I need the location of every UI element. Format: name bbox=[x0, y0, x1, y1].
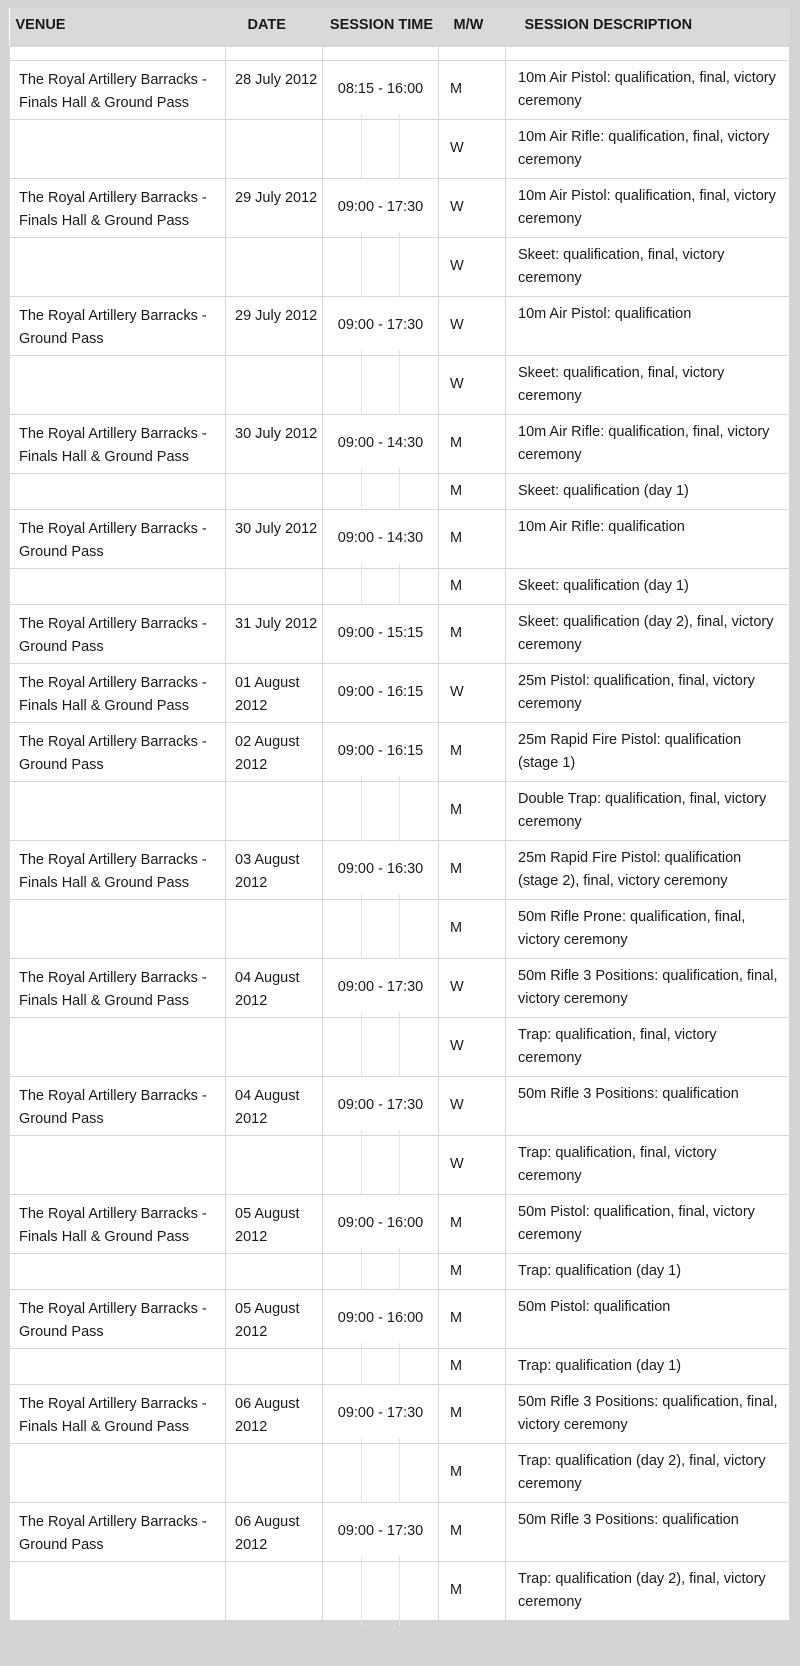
session-description-cell: Skeet: qualification (day 1) bbox=[506, 568, 790, 604]
table-row bbox=[10, 355, 790, 414]
session-time-cell: 09:00 - 16:00 bbox=[323, 1194, 439, 1253]
session-description-cell: Trap: qualification (day 2), final, victory ceremony bbox=[506, 1443, 790, 1502]
session-time-cell: 09:00 - 17:30 bbox=[323, 958, 439, 1017]
session-time-cell: 09:00 - 16:15 bbox=[323, 663, 439, 722]
session-time-cell bbox=[323, 1443, 439, 1502]
session-time-cell bbox=[323, 237, 439, 296]
header-mw: M/W bbox=[439, 8, 506, 46]
date-cell bbox=[226, 781, 323, 840]
session-description-cell: 50m Rifle Prone: qualification, final, victory ceremony bbox=[506, 899, 790, 958]
session-time-cell bbox=[323, 119, 439, 178]
mw-cell: M bbox=[439, 1348, 506, 1384]
venue-cell: The Royal Artillery Barracks - Finals Hall & Ground Pass bbox=[10, 663, 226, 722]
mw-cell: M bbox=[439, 1443, 506, 1502]
date-cell bbox=[226, 355, 323, 414]
schedule-table bbox=[9, 8, 790, 1621]
venue-cell bbox=[10, 781, 226, 840]
mw-cell: W bbox=[439, 1076, 506, 1135]
venue-cell bbox=[10, 1561, 226, 1620]
time-column-guides bbox=[323, 474, 438, 509]
session-description-cell: 50m Rifle 3 Positions: qualification, final, victory ceremony bbox=[506, 1384, 790, 1443]
session-description-cell: 25m Pistol: qualification, final, victory ceremony bbox=[506, 663, 790, 722]
session-description-cell: Skeet: qualification (day 2), final, victory ceremony bbox=[506, 604, 790, 663]
session-time-cell bbox=[323, 781, 439, 840]
venue-cell: The Royal Artillery Barracks - Finals Hall & Ground Pass bbox=[10, 414, 226, 473]
header-row bbox=[10, 8, 790, 46]
session-description-cell: Double Trap: qualification, final, victory ceremony bbox=[506, 781, 790, 840]
table-row bbox=[10, 899, 790, 958]
schedule-frame bbox=[9, 8, 789, 1621]
mw-cell: W bbox=[439, 178, 506, 237]
date-cell: 01 August 2012 bbox=[226, 663, 323, 722]
date-cell: 29 July 2012 bbox=[226, 296, 323, 355]
session-description-cell: 50m Pistol: qualification bbox=[506, 1289, 790, 1348]
session-time-cell bbox=[323, 1135, 439, 1194]
session-description-cell: 50m Pistol: qualification, final, victory ceremony bbox=[506, 1194, 790, 1253]
date-cell bbox=[226, 1253, 323, 1289]
date-cell bbox=[226, 1017, 323, 1076]
table-row bbox=[10, 1348, 790, 1384]
table-row bbox=[10, 119, 790, 178]
session-description-cell: 10m Air Rifle: qualification, final, victory ceremony bbox=[506, 414, 790, 473]
mw-cell: W bbox=[439, 1017, 506, 1076]
table-row bbox=[10, 1135, 790, 1194]
date-cell: 03 August 2012 bbox=[226, 840, 323, 899]
date-cell: 06 August 2012 bbox=[226, 1502, 323, 1561]
time-column-guides bbox=[323, 1254, 438, 1289]
venue-cell: The Royal Artillery Barracks - Finals Hall & Ground Pass bbox=[10, 1194, 226, 1253]
table-row bbox=[10, 414, 790, 473]
mw-cell: M bbox=[439, 509, 506, 568]
mw-cell: M bbox=[439, 1253, 506, 1289]
venue-cell bbox=[10, 473, 226, 509]
venue-cell bbox=[10, 1135, 226, 1194]
venue-cell bbox=[10, 1348, 226, 1384]
date-cell: 28 July 2012 bbox=[226, 60, 323, 119]
table-row bbox=[10, 1561, 790, 1620]
venue-cell bbox=[10, 899, 226, 958]
time-column-guides bbox=[323, 1018, 438, 1076]
venue-cell: The Royal Artillery Barracks - Ground Pass bbox=[10, 1502, 226, 1561]
venue-cell: The Royal Artillery Barracks - Finals Hall & Ground Pass bbox=[10, 178, 226, 237]
venue-cell bbox=[10, 1443, 226, 1502]
mw-cell: M bbox=[439, 1384, 506, 1443]
date-cell bbox=[226, 1135, 323, 1194]
table-row bbox=[10, 1289, 790, 1348]
table-row bbox=[10, 1076, 790, 1135]
date-cell: 30 July 2012 bbox=[226, 509, 323, 568]
session-time-cell: 09:00 - 14:30 bbox=[323, 509, 439, 568]
session-description-cell: 10m Air Rifle: qualification, final, victory ceremony bbox=[506, 119, 790, 178]
mw-cell: W bbox=[439, 663, 506, 722]
mw-cell: M bbox=[439, 1289, 506, 1348]
session-description-cell: Skeet: qualification, final, victory ceremony bbox=[506, 355, 790, 414]
mw-cell: M bbox=[439, 722, 506, 781]
venue-cell: The Royal Artillery Barracks - Finals Hall & Ground Pass bbox=[10, 958, 226, 1017]
time-column-guides bbox=[323, 900, 438, 958]
date-cell bbox=[226, 1443, 323, 1502]
spacer-row bbox=[10, 46, 790, 60]
table-row bbox=[10, 958, 790, 1017]
mw-cell: W bbox=[439, 1135, 506, 1194]
mw-cell: M bbox=[439, 1502, 506, 1561]
date-cell: 02 August 2012 bbox=[226, 722, 323, 781]
session-description-cell: 10m Air Pistol: qualification, final, victory ceremony bbox=[506, 60, 790, 119]
venue-cell: The Royal Artillery Barracks - Ground Pass bbox=[10, 509, 226, 568]
session-description-cell: 50m Rifle 3 Positions: qualification bbox=[506, 1502, 790, 1561]
venue-cell bbox=[10, 1017, 226, 1076]
session-description-cell: 10m Air Pistol: qualification bbox=[506, 296, 790, 355]
date-cell: 04 August 2012 bbox=[226, 1076, 323, 1135]
mw-cell: M bbox=[439, 840, 506, 899]
table-row bbox=[10, 840, 790, 899]
venue-cell: The Royal Artillery Barracks - Finals Hall & Ground Pass bbox=[10, 60, 226, 119]
table-row bbox=[10, 568, 790, 604]
time-column-guides bbox=[323, 1562, 438, 1620]
venue-cell: The Royal Artillery Barracks - Ground Pass bbox=[10, 604, 226, 663]
mw-cell: W bbox=[439, 119, 506, 178]
session-time-cell: 09:00 - 16:15 bbox=[323, 722, 439, 781]
date-cell: 29 July 2012 bbox=[226, 178, 323, 237]
session-time-cell: 09:00 - 17:30 bbox=[323, 1384, 439, 1443]
session-description-cell: 25m Rapid Fire Pistol: qualification (stage 2), final, victory ceremony bbox=[506, 840, 790, 899]
date-cell bbox=[226, 473, 323, 509]
session-time-cell bbox=[323, 473, 439, 509]
header-session-description: SESSION DESCRIPTION bbox=[506, 8, 790, 46]
session-description-cell: Trap: qualification (day 1) bbox=[506, 1253, 790, 1289]
table-row bbox=[10, 1194, 790, 1253]
date-cell bbox=[226, 899, 323, 958]
mw-cell: M bbox=[439, 60, 506, 119]
venue-cell: The Royal Artillery Barracks - Ground Pass bbox=[10, 1076, 226, 1135]
venue-cell: The Royal Artillery Barracks - Ground Pass bbox=[10, 722, 226, 781]
venue-cell bbox=[10, 237, 226, 296]
table-row bbox=[10, 178, 790, 237]
session-time-cell bbox=[323, 355, 439, 414]
date-cell: 05 August 2012 bbox=[226, 1194, 323, 1253]
session-time-cell: 09:00 - 16:30 bbox=[323, 840, 439, 899]
table-row bbox=[10, 60, 790, 119]
session-time-cell: 09:00 - 16:00 bbox=[323, 1289, 439, 1348]
mw-cell: M bbox=[439, 1561, 506, 1620]
mw-cell: W bbox=[439, 355, 506, 414]
venue-cell: The Royal Artillery Barracks - Finals Hall & Ground Pass bbox=[10, 1384, 226, 1443]
date-cell bbox=[226, 119, 323, 178]
header-venue: VENUE bbox=[10, 8, 226, 46]
session-time-cell bbox=[323, 1348, 439, 1384]
session-time-cell: 09:00 - 17:30 bbox=[323, 178, 439, 237]
table-row bbox=[10, 663, 790, 722]
mw-cell: M bbox=[439, 473, 506, 509]
session-description-cell: 10m Air Pistol: qualification, final, victory ceremony bbox=[506, 178, 790, 237]
session-time-cell: 09:00 - 17:30 bbox=[323, 296, 439, 355]
date-cell: 06 August 2012 bbox=[226, 1384, 323, 1443]
table-row bbox=[10, 781, 790, 840]
session-time-cell bbox=[323, 1017, 439, 1076]
mw-cell: M bbox=[439, 414, 506, 473]
venue-cell bbox=[10, 1253, 226, 1289]
session-time-cell: 09:00 - 17:30 bbox=[323, 1076, 439, 1135]
session-description-cell: Trap: qualification (day 1) bbox=[506, 1348, 790, 1384]
table-row bbox=[10, 1384, 790, 1443]
date-cell: 31 July 2012 bbox=[226, 604, 323, 663]
time-column-guides bbox=[323, 238, 438, 296]
date-cell bbox=[226, 568, 323, 604]
session-time-cell bbox=[323, 568, 439, 604]
time-column-guides bbox=[323, 120, 438, 178]
table-row bbox=[10, 1502, 790, 1561]
mw-cell: M bbox=[439, 604, 506, 663]
venue-cell bbox=[10, 355, 226, 414]
session-time-cell: 09:00 - 14:30 bbox=[323, 414, 439, 473]
date-cell bbox=[226, 237, 323, 296]
session-time-cell: 09:00 - 15:15 bbox=[323, 604, 439, 663]
date-cell: 30 July 2012 bbox=[226, 414, 323, 473]
session-description-cell: 10m Air Rifle: qualification bbox=[506, 509, 790, 568]
session-time-cell bbox=[323, 1253, 439, 1289]
time-column-guides bbox=[323, 1136, 438, 1194]
venue-cell: The Royal Artillery Barracks - Ground Pass bbox=[10, 1289, 226, 1348]
date-cell: 05 August 2012 bbox=[226, 1289, 323, 1348]
header-date: DATE bbox=[226, 8, 323, 46]
mw-cell: W bbox=[439, 958, 506, 1017]
session-time-cell bbox=[323, 1561, 439, 1620]
table-row bbox=[10, 1253, 790, 1289]
time-column-guides bbox=[323, 782, 438, 840]
session-time-cell bbox=[323, 899, 439, 958]
mw-cell: M bbox=[439, 1194, 506, 1253]
session-description-cell: 25m Rapid Fire Pistol: qualification (stage 1) bbox=[506, 722, 790, 781]
table-row bbox=[10, 237, 790, 296]
session-description-cell: Skeet: qualification (day 1) bbox=[506, 473, 790, 509]
mw-cell: M bbox=[439, 899, 506, 958]
date-cell bbox=[226, 1348, 323, 1384]
venue-cell: The Royal Artillery Barracks - Ground Pass bbox=[10, 296, 226, 355]
session-description-cell: 50m Rifle 3 Positions: qualification, final, victory ceremony bbox=[506, 958, 790, 1017]
date-cell bbox=[226, 1561, 323, 1620]
venue-cell bbox=[10, 568, 226, 604]
session-time-cell: 08:15 - 16:00 bbox=[323, 60, 439, 119]
time-column-guides bbox=[323, 569, 438, 604]
time-column-guides bbox=[323, 356, 438, 414]
venue-cell bbox=[10, 119, 226, 178]
time-column-guides bbox=[323, 1444, 438, 1502]
session-description-cell: Trap: qualification, final, victory ceremony bbox=[506, 1017, 790, 1076]
table-row bbox=[10, 296, 790, 355]
table-row bbox=[10, 473, 790, 509]
session-description-cell: Skeet: qualification, final, victory ceremony bbox=[506, 237, 790, 296]
table-row bbox=[10, 722, 790, 781]
table-row bbox=[10, 1443, 790, 1502]
table-row bbox=[10, 509, 790, 568]
date-cell: 04 August 2012 bbox=[226, 958, 323, 1017]
mw-cell: M bbox=[439, 568, 506, 604]
session-time-cell: 09:00 - 17:30 bbox=[323, 1502, 439, 1561]
table-row bbox=[10, 1017, 790, 1076]
mw-cell: W bbox=[439, 296, 506, 355]
time-column-guides bbox=[323, 1349, 438, 1384]
session-description-cell: 50m Rifle 3 Positions: qualification bbox=[506, 1076, 790, 1135]
table-row bbox=[10, 604, 790, 663]
mw-cell: M bbox=[439, 781, 506, 840]
venue-cell: The Royal Artillery Barracks - Finals Hall & Ground Pass bbox=[10, 840, 226, 899]
header-session-time: SESSION TIME bbox=[323, 8, 439, 46]
mw-cell: W bbox=[439, 237, 506, 296]
session-description-cell: Trap: qualification (day 2), final, victory ceremony bbox=[506, 1561, 790, 1620]
session-description-cell: Trap: qualification, final, victory ceremony bbox=[506, 1135, 790, 1194]
